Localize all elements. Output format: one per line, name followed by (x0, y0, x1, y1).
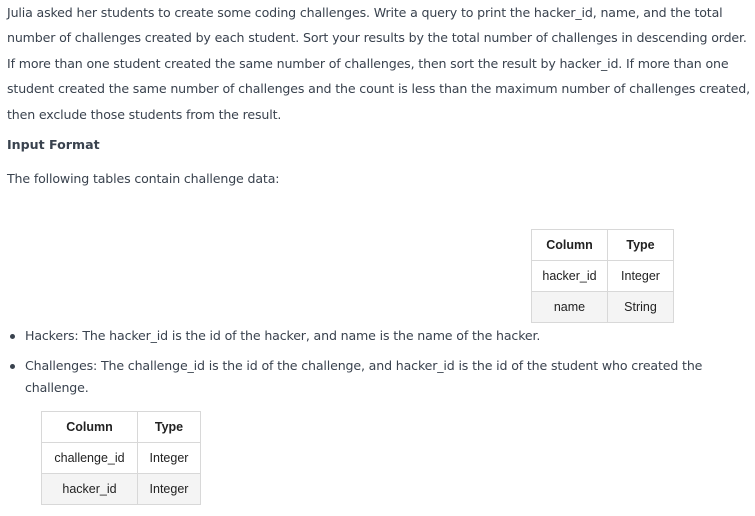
problem-statement: Julia asked her students to create some coding challenges. Write a query to print the hacker_id, name, and the total number of challenges created by each student. Sort your results by the total number of challenges in descending order. If more than one student created the same number of challenges, then sort the result by hacker_id. If more than one student created the same number of challenges and the count is less than the maximum number of challenges created, then exclude those students from the result. (7, 5, 750, 122)
type-cell: Integer (138, 474, 201, 505)
bullet-icon (10, 364, 15, 369)
column-cell: name (532, 292, 608, 323)
column-cell: hacker_id (42, 474, 138, 505)
list-item (7, 325, 755, 355)
column-header: Column (42, 412, 138, 443)
column-header: Column (532, 230, 608, 261)
list-item (7, 355, 755, 395)
table-row (42, 443, 201, 474)
challenges-schema-table (41, 411, 201, 505)
tables-intro-text: The following tables contain challenge data: (7, 171, 280, 186)
type-cell: Integer (138, 443, 201, 474)
table-description-list (7, 325, 755, 395)
list-item-text: Hackers: The hacker_id is the id of the hacker, and name is the name of the hacker. (25, 328, 541, 343)
type-cell: Integer (608, 261, 674, 292)
type-cell: String (608, 292, 674, 323)
type-header: Type (608, 230, 674, 261)
table-header-row (532, 230, 674, 261)
table-header-row (42, 412, 201, 443)
hackers-schema-table (531, 229, 674, 323)
column-cell: hacker_id (532, 261, 608, 292)
input-format-heading: Input Format (7, 137, 100, 152)
table-row (42, 474, 201, 505)
list-item-text: Challenges: The challenge_id is the id of the challenge, and hacker_id is the id of the student who created the challenge. (25, 358, 703, 395)
table-row (532, 292, 674, 323)
bullet-icon (10, 334, 15, 339)
type-header: Type (138, 412, 201, 443)
table-row (532, 261, 674, 292)
column-cell: challenge_id (42, 443, 138, 474)
